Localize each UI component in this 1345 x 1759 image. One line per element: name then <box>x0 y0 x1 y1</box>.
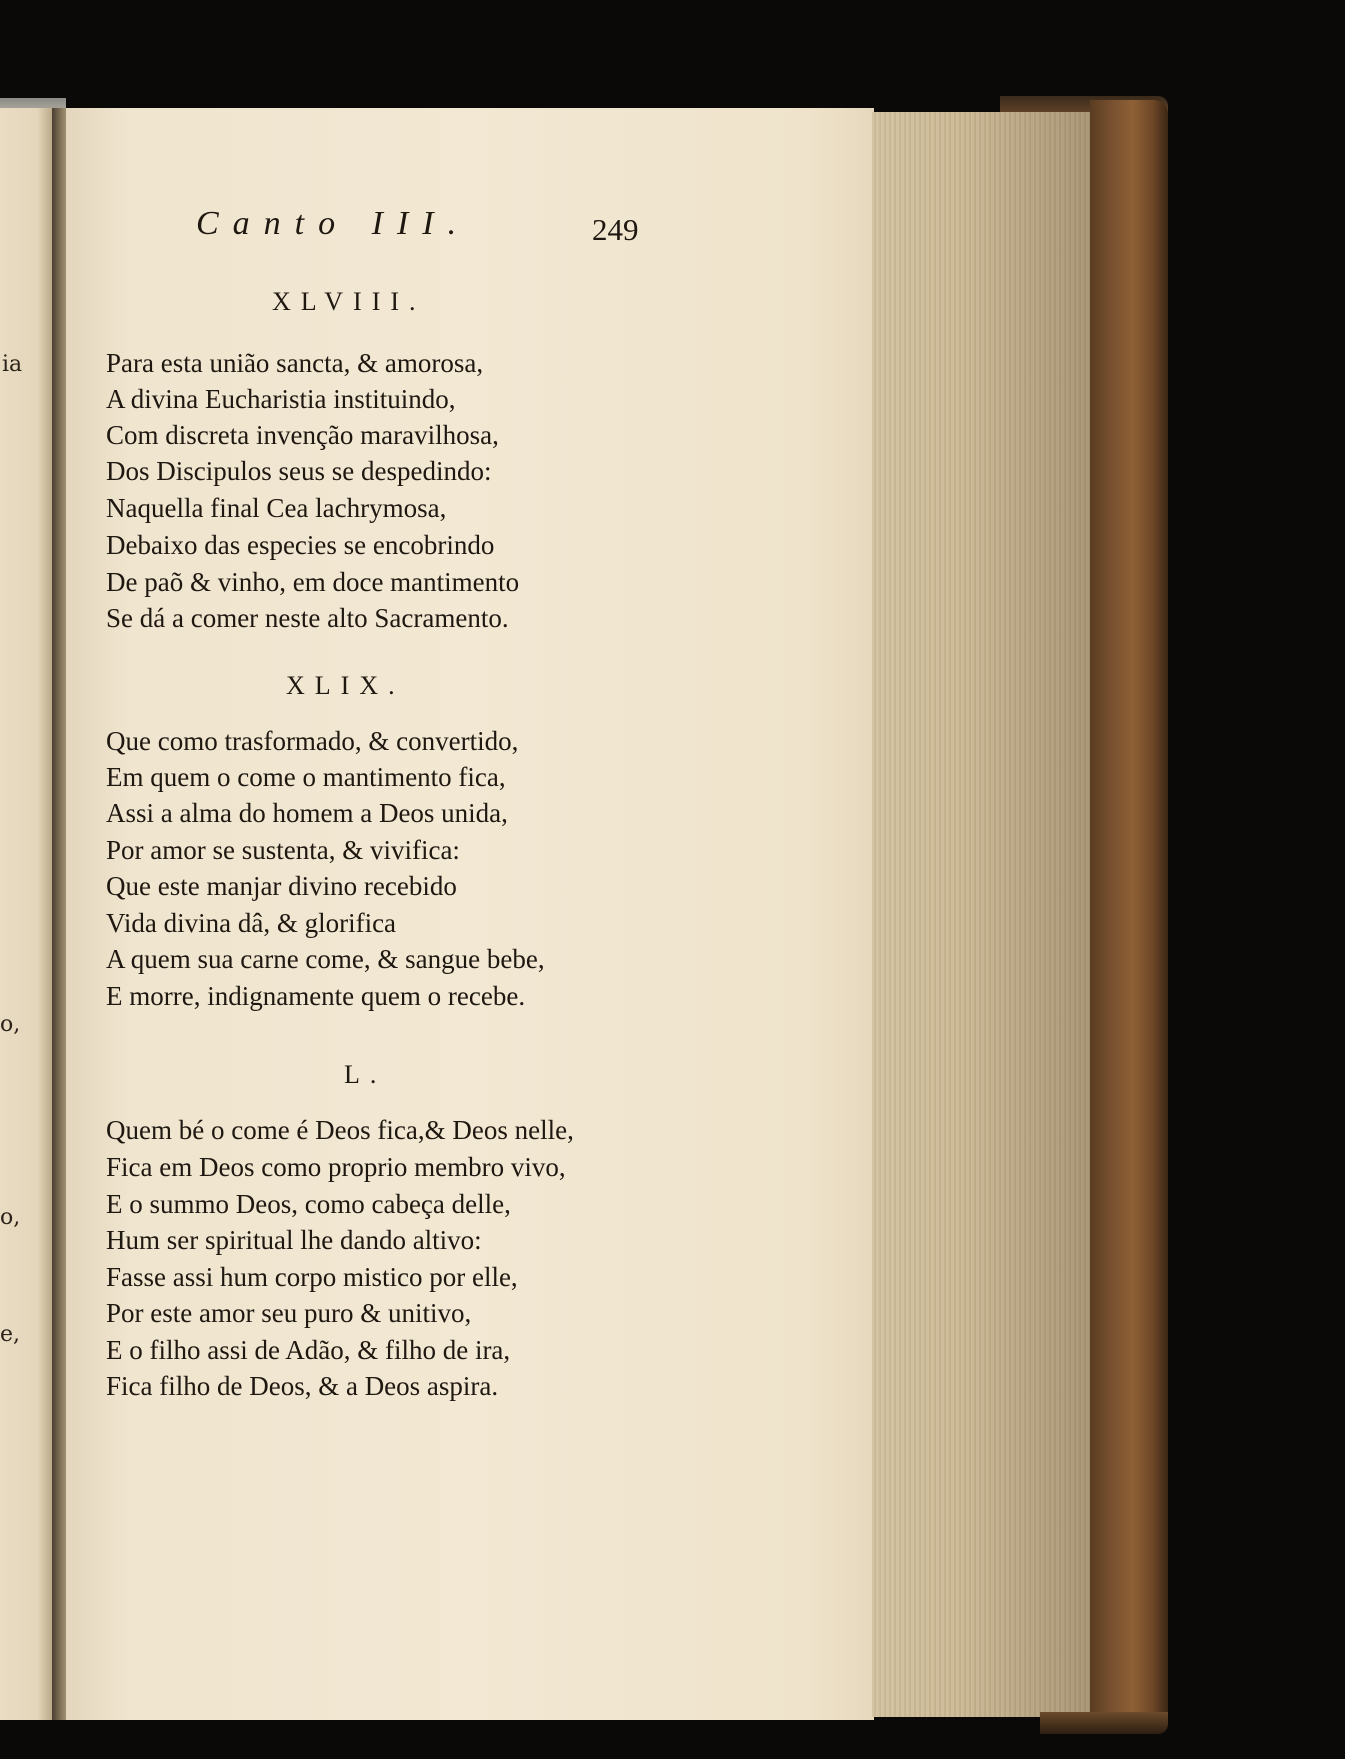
left-page-fragment: o, <box>0 1205 21 1230</box>
verse-line: Com discreta invenção maravilhosa, <box>106 420 499 450</box>
verse-line: Para esta união sancta, & amorosa, <box>106 348 484 378</box>
verse-line: De paõ & vinho, em doce mantimento <box>106 567 520 597</box>
cover-bottom-edge <box>1040 1712 1168 1734</box>
verse-line: Dos Discipulos seus se despedindo: <box>106 456 492 486</box>
verse-line: E o summo Deos, como cabeça delle, <box>106 1189 511 1219</box>
verse-line: Em quem o come o mantimento fica, <box>106 762 506 792</box>
running-header: Canto III. <box>196 205 471 242</box>
verse-line: Naquella final Cea lachrymosa, <box>106 493 447 523</box>
page-number: 249 <box>592 212 639 247</box>
stanza-number: XLIX. <box>286 671 405 700</box>
stanza-number: L. <box>344 1060 387 1089</box>
fore-edge-shading <box>872 112 1094 1717</box>
leather-cover <box>1090 100 1168 1730</box>
verse-line: Quem bé o come é Deos fica,& Deos nelle, <box>106 1115 574 1145</box>
verse-line: Debaixo das especies se encobrindo <box>106 530 495 560</box>
left-page-fragment: o, <box>0 1012 21 1037</box>
verse-line: Hum ser spiritual lhe dando altivo: <box>106 1225 482 1255</box>
verse-line: Fica filho de Deos, & a Deos aspira. <box>106 1371 499 1401</box>
verse-line: A divina Eucharistia instituindo, <box>106 384 456 414</box>
verse-line: Que como trasformado, & convertido, <box>106 726 519 756</box>
verse-line: Assi a alma do homem a Deos unida, <box>106 798 508 828</box>
verse-line: Se dá a comer neste alto Sacramento. <box>106 603 509 633</box>
verse-line: A quem sua carne come, & sangue bebe, <box>106 944 545 974</box>
verse-line: Vida divina dâ, & glorifica <box>106 908 397 938</box>
stanza-number: XLVIII. <box>272 287 426 316</box>
verse-line: Por este amor seu puro & unitivo, <box>106 1298 472 1328</box>
verse-line: Fica em Deos como proprio membro vivo, <box>106 1152 566 1182</box>
left-page-fragment: e, <box>0 1322 21 1347</box>
verse-line: Por amor se sustenta, & vivifica: <box>106 835 460 865</box>
verse-line: Que este manjar divino recebido <box>106 871 457 901</box>
verse-line: E morre, indignamente quem o recebe. <box>106 981 526 1011</box>
left-page-fragment: ia <box>2 352 23 377</box>
verse-line: Fasse assi hum corpo mistico por elle, <box>106 1262 518 1292</box>
verse-line: E o filho assi de Adão, & filho de ira, <box>106 1335 511 1365</box>
